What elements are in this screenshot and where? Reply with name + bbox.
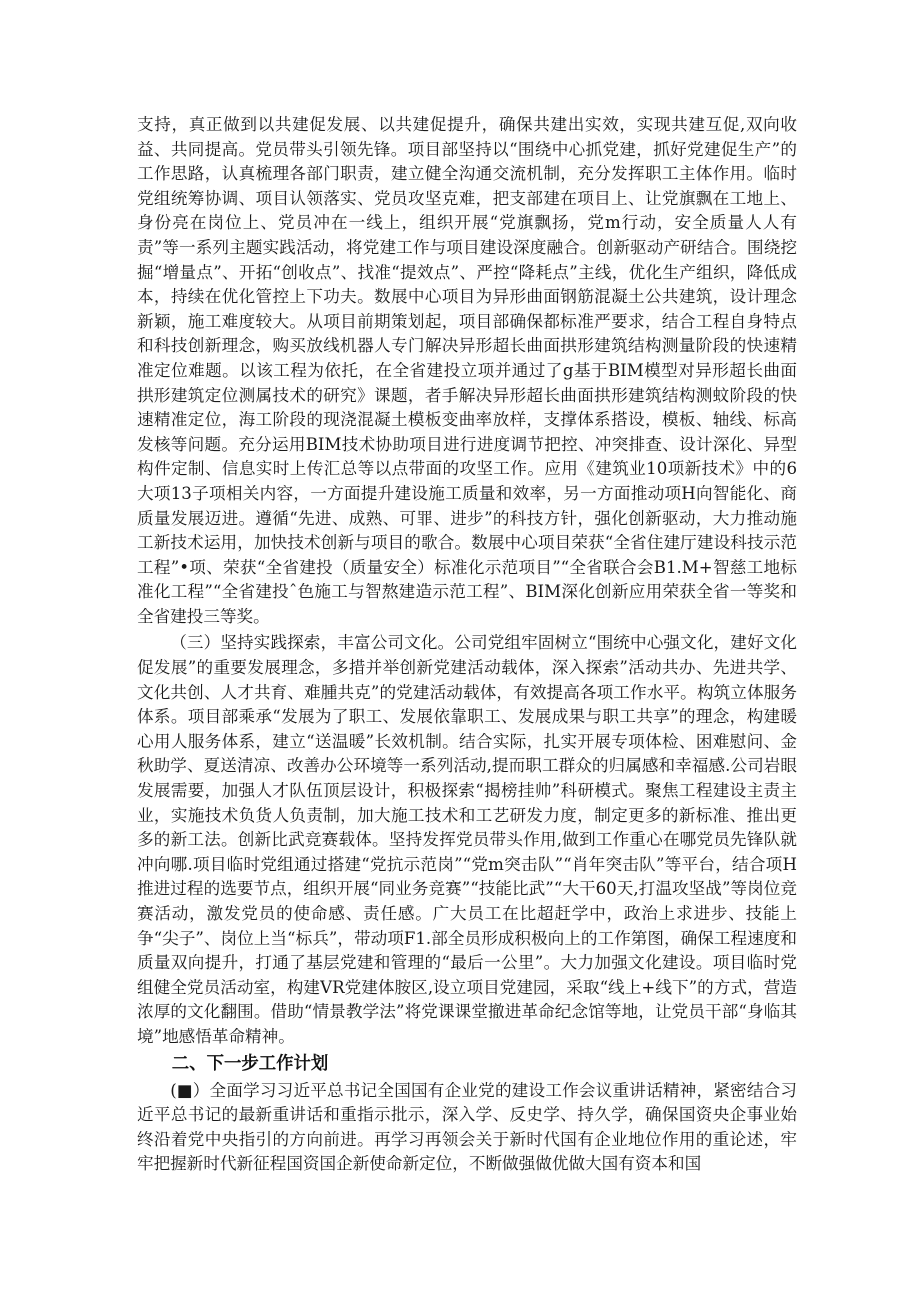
section-heading-next-plan: 二、下一步工作计划 [171, 1053, 329, 1074]
paragraph-study-plan: (■）全面学习习近平总书记全国国有企业党的建设工作会议重讲话精神，紧密结合习近平总书记的最新重讲话和重指示批示，深入学、反史学、持久学，确保国资央企事业始终沿着党中央指引的方向前进。再学习再领会关于新时代国有企业地位作用的重论述，牢牢把握新时代新征程国资国企新使命新定位，不断做强做优做大国有资本和国 [137, 1080, 797, 1174]
paragraph-company-culture: （三）坚持实践探索，丰富公司文化。公司党组牢固树立“围统中心强文化，建好文化促发展”的重要发展理念，多措并举创新党建活动载体，深入探索”活动共办、先进共学、文化共创、人才共育、难腫共克”的党建活动载体，有效提高各项工作水平。构筑立体服务体系。项目部乘承“发展为了职工、发展依靠职工、发展成果与职工共享”的理念，构建暖心用人服务体系，建立“送温暖”长效机制。结合实际，扎实开展专项体检、困难慰问、金秋助学、夏送清凉、改善办公环境等一系列活动,提而职工群众的归属感和幸福感.公司岩眼发展需要，加强人才队伍顶层设计，积极探索“揭榜挂帅”科研模式。聚焦工程建设主责主业，实施技术负货人负责制，加大施工技术和工艺研发力度，制定更多的新标准、推出更多的新工法。创新比武竞赛载体。坚持发挥党员带头作用,做到工作重心在哪党员先锋队就冲向哪.项目临时党组通过搭建“党抗示范岗”“党m突击队”“肖年突击队”等平台，结合项H推进过程的选要节点，组织开展“同业务竞赛”“技能比武”“大干60天,打温攻坚战”等岗位竞赛活动，激发党员的使命感、责任感。广大员工在比超赶学中，政治上求进步、技能上争“尖子”、岗位上当“标兵”，带动项F1.部全员形成积极向上的工作第图，确保工程速度和质量双向提升，打通了基层党建和管理的“最后一公里”。大力加强文化建设。项目临时党组健全党员活动室，构建VR党建体胺区,设立项目党建园，采取“线上+线下”的方式，营造浓厚的文化翻围。借助“情景教学法”将党课课堂撤进革命纪念馆等地，让党员干部“身临其境”地感悟革命精神。 [137, 633, 797, 1046]
document-body [137, 113, 797, 1177]
paragraph-party-building-innovation: 支持，真正做到以共建促发展、以共建促提升，确保共建出实效，实现共建互促,双向收益、共同提高。党员带头引领先锋。项目部坚持以“围绕中心抓党建，抓好党建促生产”的工作思路，认真梳理各部门职责，建立健全沟通交流机制，充分发挥职工主体作用。临时党组统筹协调、项目认领落实、党员攻坚克难，把支部建在项目上、让党旗飘在工地上、身份亮在岗位上、党员冲在一线上，组织开展“党旗飘扬，党m行动，安全质量人人有责”等一系列主题实践活动，将党建工作与项目建设深度融合。创新驱动产研结合。围绕挖掘“增量点”、开拓“创收点”、找准“提效点”、严控“降耗点”主线，优化生产组织，降低成本，持续在优化管控上下功夫。数展中心项目为异形曲面钢筋混凝土公共建筑，设计理念新颖，施工难度较大。从项目前期策划起，项目部确保都标准严要求，结合工程自身特点和科技创新理念，购买放线机器人专门解决异形超长曲面拱形建筑结构测量阶段的快速精准定位难题。以该工程为依托，在全省建投立项并通过了g基于BIM模型对异形超长曲面拱形建筑定位测属技术的研究》课题，者手解决异形超长曲面拱形建筑结构测蚊阶段的快速精准定位，海工阶段的现浇混凝土模板变曲率放样，支撑体系搭设，模板、轴线、标高发核等问题。充分运用BIM技术协助项目进行进度调节把控、冲突排查、设计深化、异型构件定制、信息实时上传汇总等以点带面的攻坚工作。应用《建筑业10项新技术》中的6大项13子项相关内容，一方面提升建设施工质量和效率，另一方面推动项H向智能化、商质量发展迈进。遵循“先进、成熟、可罪、进步”的科技方针，强化创新驱动，大力推动施工新技术运用，加快技术创新与项目的歌合。数展中心项目荣获“全省住建厅建设科技示范工程”•项、荣获“全省建投（质量安全）标准化示范项目”“全省联合会B1.M+智慈工地标准化工程”“全省建投ˆ色施工与智熬建造示范工程”、BIM深化创新应用荣获全省一等奖和全省建投三等奖。 [137, 115, 797, 626]
